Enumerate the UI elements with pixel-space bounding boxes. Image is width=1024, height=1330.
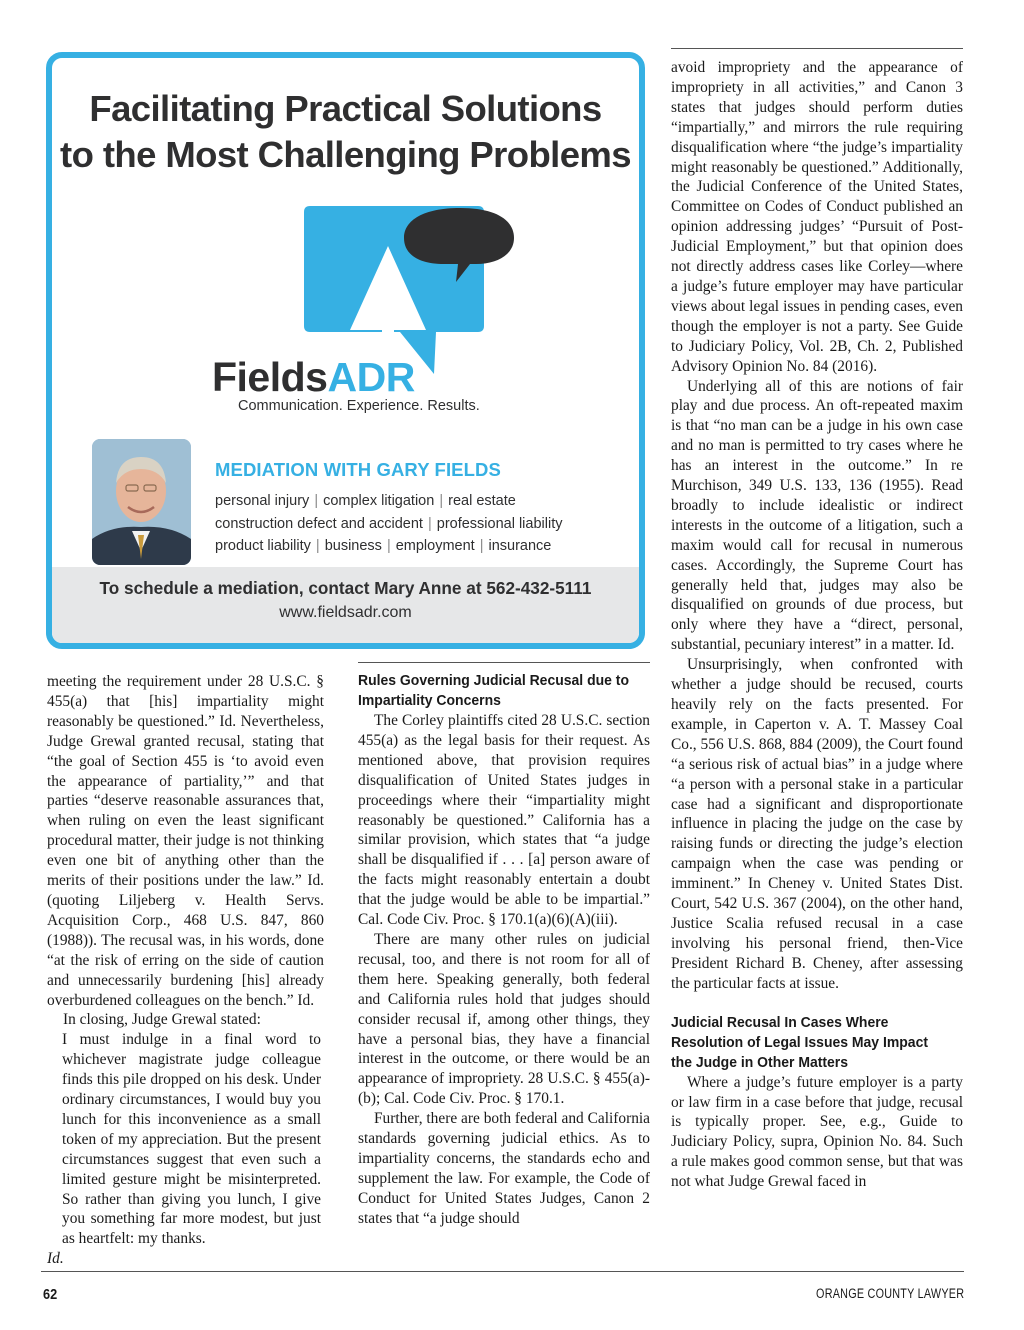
column-2 xyxy=(358,671,650,1229)
fieldsadr-advertisement xyxy=(46,52,645,649)
practice-row: personal injury | complex litigation | real estate xyxy=(215,493,516,509)
ad-contact-line: To schedule a mediation, contact Mary Anne at 562-432-5111 xyxy=(99,578,592,598)
col2-section-heading: Rules Governing Judicial Recusal due to Impartiality Concerns xyxy=(358,672,629,709)
column-1 xyxy=(47,672,324,1269)
practice-row: product liability | business | employment | insurance xyxy=(215,538,552,555)
column-3 xyxy=(671,58,963,1192)
col3-section-heading: Judicial Recusal In Cases Where Resolution of Legal Issues May Impact the Judge in Other Matters xyxy=(671,1013,929,1071)
col3-paragraph-4: Where a judge’s future employer is a party or law firm in a case before that judge, recusal is typically proper. See, e.g., Guide to Judiciary Policy, supra, Opinion No. 84. Such a rule makes good common sense, but that was not what Judge Grewal faced in xyxy=(671,1073,963,1191)
col2-paragraph-3: Further, there are both federal and California standards governing judicial ethics. As to impartiality concerns, the standards echo and supplement the law. For example, the Code of Conduct for United States Judges, Canon 2 states that “a judge should xyxy=(358,1110,650,1227)
publication-name: ORANGE COUNTY LAWYER xyxy=(815,1286,964,1301)
col2-paragraph-2: There are many other rules on judicial recusal, too, and there is not room for all of them here. Speaking generally, both federal and California rules hold that judges should consider recusal if, among other things, they have a personal bias, they have a financial interest in the outcome, or there would be an appearance of impropriety. 28 U.S.C. § 455(a)-(b); Cal. Code Civ. Proc. § 170.1. xyxy=(358,930,650,1108)
col2-top-rule xyxy=(358,662,650,663)
gary-fields-photo xyxy=(92,439,191,565)
col3-top-rule xyxy=(671,48,963,49)
col3-paragraph-1: avoid impropriety and the appearance of impropriety in all activities,” and Canon 3 states that judges should perform duties “impartially,” and mirrors the rule requiring disqualification where “the judge’s impartiality might reasonably be questioned.” Additionally, the Judicial Conference of the United States, Committee on Codes of Conduct published an opinion addressing judges’ “Pursuit of Post-Judicial Employment,” but that opinion does not directly address cases like Corley—where a judge’s future employer may have particular views about legal issues in pending cases, even though the employer is not a party. See Guide to Judiciary Policy, Vol. 2B, Ch. 2, Published Advisory Opinion No. 84 (2016). xyxy=(671,59,963,375)
col3-paragraph-2: Underlying all of this are notions of fair play and due process. An oft-repeated maxim is that “no man can be a judge in his own case and no man is permitted to try cases where he has an interest in the outcome.” In re Murchison, 349 U.S. 133, 136 (1955). Read broadly to include idealistic or indirect interests in the outcome of a litigation, such a maxim would call for recusal in numerous cases. Accordingly, the Supreme Court has generally held that, judges may also be disqualified on grounds of due process, but only where they have a “direct, personal, substantial, pecuniary interest” in a matter. Id. xyxy=(671,377,963,654)
ad-tagline: Communication. Experience. Results. xyxy=(238,398,480,414)
page-number: 62 xyxy=(43,1286,58,1303)
ad-contact-band xyxy=(52,567,639,643)
ad-mediation-heading: MEDIATION WITH GARY FIELDS xyxy=(215,459,501,480)
ad-headline: Facilitating Practical Solutions to the Most Challenging Problems xyxy=(60,88,631,175)
col1-paragraph-1: meeting the requirement under 28 U.S.C. § 455(a) that [his] impartiality might reasonably be questioned.” Id. Nevertheless, Judge Grewal granted recusal, stating that “the goal of Section 455 is ‘to avoid even the appearance of partiality,’” and that parties “deserve reasonable assurances that, when ruling on even the least significant procedural matter, their judge is not thinking even one bit of anything other than the merits of their positions under the law.” Id. (quoting Liljeberg v. Health Servs. Acquisition Corp., 468 U.S. 847, 860 (1988)). The recusal was, in his words, done “at the risk of erring on the side of caution and unnecessarily burdening [his] already overburdened colleagues on the bench.” Id. xyxy=(47,673,324,1009)
col1-quote-citation: Id. xyxy=(47,1250,64,1268)
ad-website-link[interactable]: www.fieldsadr.com xyxy=(279,604,412,621)
col1-paragraph-2: In closing, Judge Grewal stated: xyxy=(63,1011,261,1029)
col2-paragraph-1: The Corley plaintiffs cited 28 U.S.C. section 455(a) as the legal basis for their request. As mentioned above, that provision requires disqualification of United States judges in proceedings where their “impartiality might reasonably be questioned.” California has a similar provision, which states that “a judge shall be disqualified if . . . [a] person aware of the facts might reasonably entertain a doubt that the judge would be able to be impartial.” Cal. Code Civ. Proc. § 170.1(a)(6)(A)(iii). xyxy=(358,712,650,929)
practice-row: construction defect and accident | professional liability xyxy=(215,515,563,532)
speech-bubble-dark-icon xyxy=(404,204,514,284)
col1-blockquote: I must indulge in a final word to whichever magistrate judge colleague finds this pile dropped on his desk. Under ordinary circumstances, I would buy you lunch for this inconvenience as a small token of my appreciation. But the present circumstances suggest that even such a limited gesture might be misinterpreted. So rather than giving you lunch, I give you something far more modest, but just as heartfelt: my thanks. xyxy=(62,1031,321,1248)
portrait-image xyxy=(92,439,191,565)
footer-rule xyxy=(41,1271,964,1272)
ad-practice-areas xyxy=(215,490,562,558)
ad-brand-name: FieldsADR xyxy=(212,354,415,400)
col3-paragraph-3: Unsurprisingly, when confronted with whether a judge should be recused, courts heavily rely on the facts presented. For example, in Caperton v. A. T. Massey Coal Co., 556 U.S. 868, 884 (2009), the Court found “a serious risk of actual bias” in a judge where “a person with a personal stake in a particular case had a significant and disproportionate influence in placing the judge on the case by raising funds or directing the judge’s election campaign when the case was pending or imminent.” In Cheney v. United States Dist. Court, 542 U.S. 367 (2004), on the other hand, Justice Scalia refused recusal in a case involving his personal friend, then-Vice President Richard B. Cheney, after assessing the particular facts at issue. xyxy=(671,656,963,992)
